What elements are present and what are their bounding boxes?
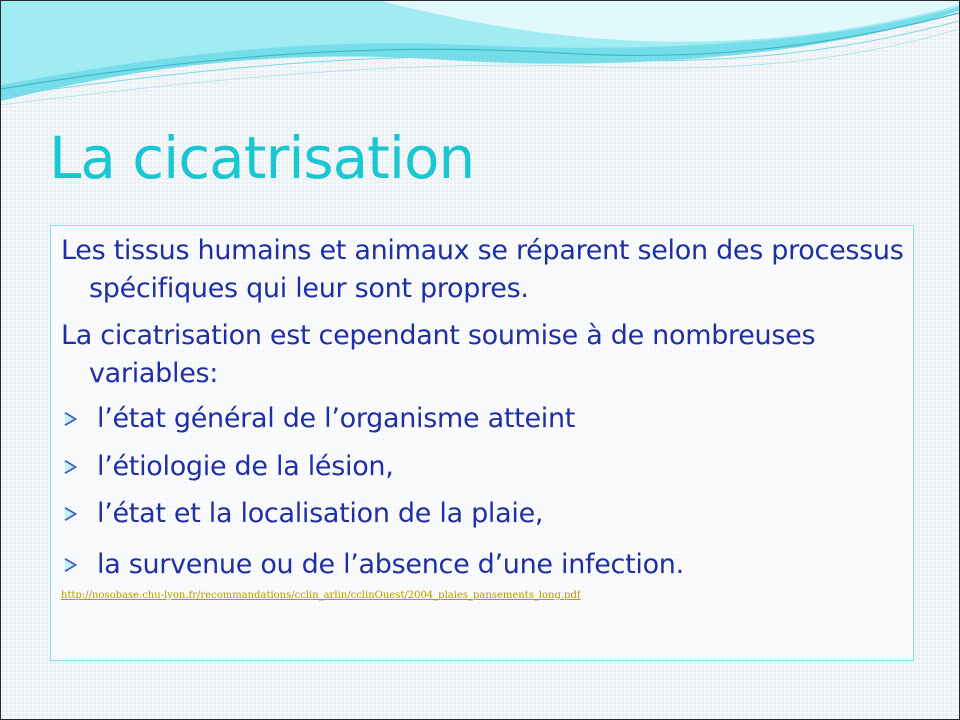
arrow-bullet-icon: [61, 409, 97, 429]
bullet-text: la survenue ou de l’absence d’une infection.: [97, 549, 684, 580]
bullet-item: [61, 400, 575, 438]
arrow-bullet-icon: [61, 504, 97, 524]
paragraph-intro: Les tissus humains et animaux se réparent selon des processus spécifiques qui leur sont propres.: [61, 235, 904, 304]
paragraph-variables: La cicatrisation est cependant soumise à de nombreuses variables:: [61, 320, 816, 389]
bullet-text: l’étiologie de la lésion,: [97, 451, 394, 482]
slide-title: La cicatrisation: [49, 124, 475, 192]
bullet-item: [61, 546, 684, 584]
arrow-bullet-icon: [61, 555, 97, 575]
bullet-text: l’état et la localisation de la plaie,: [97, 498, 544, 529]
bullet-item: [61, 448, 394, 486]
arrow-bullet-icon: [61, 457, 97, 477]
header-wave-decoration: [1, 1, 959, 111]
bullet-text: l’état général de l’organisme atteint: [97, 403, 576, 434]
source-link[interactable]: http://nosobase.chu-lyon.fr/recommandations/cclin_arlin/cclinOuest/2004_plaies_pansements_long.pdf: [61, 590, 581, 601]
content-box: [50, 225, 914, 661]
bullet-item: [61, 495, 543, 533]
